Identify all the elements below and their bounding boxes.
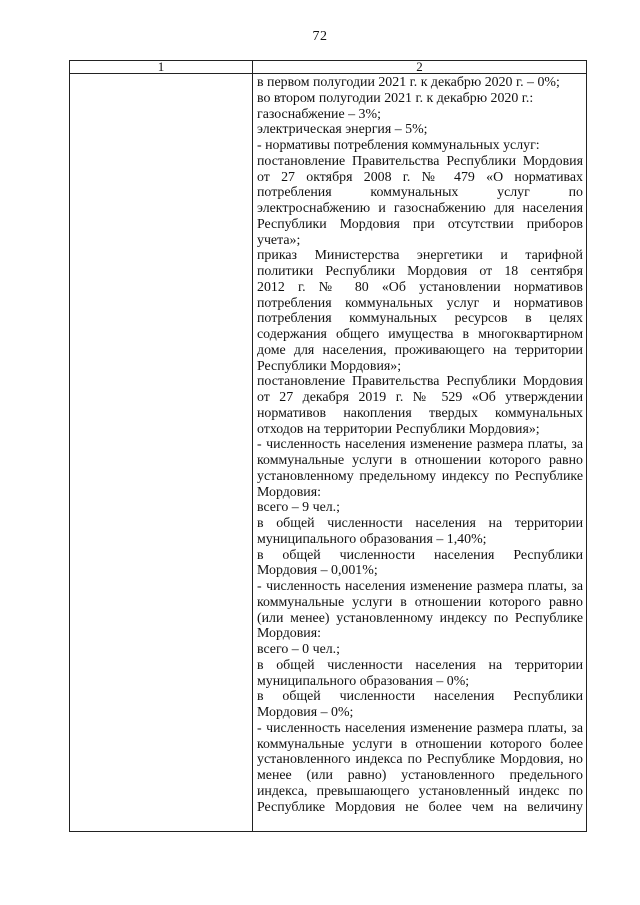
text-line: электроснабжению и газоснабжению для населения — [257, 201, 583, 216]
text-line: Республики Мордовия»; — [257, 358, 402, 374]
page-number: 72 — [312, 29, 328, 44]
text-line: приказ Министерства энергетики и тарифной — [257, 248, 583, 264]
column-2-cell — [253, 74, 587, 832]
text-line: - численность населения изменение размера платы, за — [257, 579, 583, 594]
text-line: в первом полугодии 2021 г. к декабрю 2020 г. – 0%; — [257, 75, 560, 90]
text-line: политики Республики Мордовия от 18 сентября — [257, 264, 583, 279]
text-line: - численность населения изменение размера платы, за — [257, 437, 583, 453]
text-line: газоснабжение – 3%; — [257, 106, 381, 122]
text-line: (или менее) установленному индексу по Республике — [257, 610, 583, 626]
text-line: Республике Мордовия не более чем на величину — [257, 799, 583, 815]
text-line: от 27 декабря 2019 г. № 529 «Об утверждении — [257, 390, 583, 405]
text-line: индекса, превышающего установленный индекс по — [257, 783, 583, 799]
text-line: Мордовия: — [257, 484, 321, 500]
text-line: Мордовия: — [257, 626, 321, 642]
text-line: менее (или равно) установленного предельного — [257, 768, 583, 783]
column-2-text — [253, 74, 586, 815]
text-line: муниципального образования – 1,40%; — [257, 531, 487, 547]
text-line: содержания общего имущества в многоквартирном — [257, 327, 583, 342]
text-line: коммунальные услуги в отношении которого равно — [257, 594, 583, 610]
text-line: - нормативы потребления коммунальных услуг: — [257, 138, 540, 153]
document-table — [69, 60, 587, 832]
column-1-cell — [70, 74, 253, 832]
text-line: в общей численности населения Республики — [257, 547, 583, 563]
text-line: коммунальные услуги в отношении которого равно — [257, 453, 583, 468]
text-line: потребления коммунальных услуг и нормативов — [257, 295, 583, 311]
text-line: установленному предельному индексу по Республике — [257, 468, 583, 484]
text-line: коммунальные услуги в отношении которого более — [257, 736, 583, 752]
text-line: учета»; — [257, 232, 301, 248]
column-header-1: 1 — [70, 61, 253, 74]
text-line: установленного индекса по Республике Мордовия, но — [257, 752, 583, 768]
text-line: Мордовия – 0,001%; — [257, 563, 378, 579]
text-line: доме для населения, проживающего на территории — [257, 342, 583, 358]
text-line: 2012 г. № 80 «Об установлении нормативов — [257, 279, 583, 295]
text-line: электрическая энергия – 5%; — [257, 122, 428, 138]
text-line: постановление Правительства Республики Мордовия — [257, 374, 583, 390]
text-line: постановление Правительства Республики Мордовия — [257, 153, 583, 169]
text-line: потребления коммунальных услуг по — [257, 185, 583, 201]
text-line: в общей численности населения Республики — [257, 689, 583, 705]
table-row — [70, 74, 587, 832]
table-header-row — [70, 61, 587, 74]
text-line: отходов на территории Республики Мордовия»; — [257, 421, 540, 437]
text-line: муниципального образования – 0%; — [257, 673, 470, 689]
text-line: нормативов накопления твердых коммунальных — [257, 405, 583, 421]
text-line: всего – 0 чел.; — [257, 642, 340, 657]
text-line: во втором полугодии 2021 г. к декабрю 2020 г.: — [257, 90, 534, 106]
text-line: в общей численности населения на территории — [257, 657, 583, 673]
column-header-2: 2 — [253, 61, 587, 74]
text-line: потребления коммунальных ресурсов в целях — [257, 311, 583, 327]
text-line: всего – 9 чел.; — [257, 500, 340, 516]
text-line: от 27 октября 2008 г. № 479 «О нормативах — [257, 169, 583, 185]
text-line: Республики Мордовия при отсутствии приборов — [257, 216, 583, 232]
text-line: Мордовия – 0%; — [257, 705, 354, 720]
text-line: - численность населения изменение размера платы, за — [257, 720, 583, 736]
text-line: в общей численности населения на территории — [257, 516, 583, 531]
